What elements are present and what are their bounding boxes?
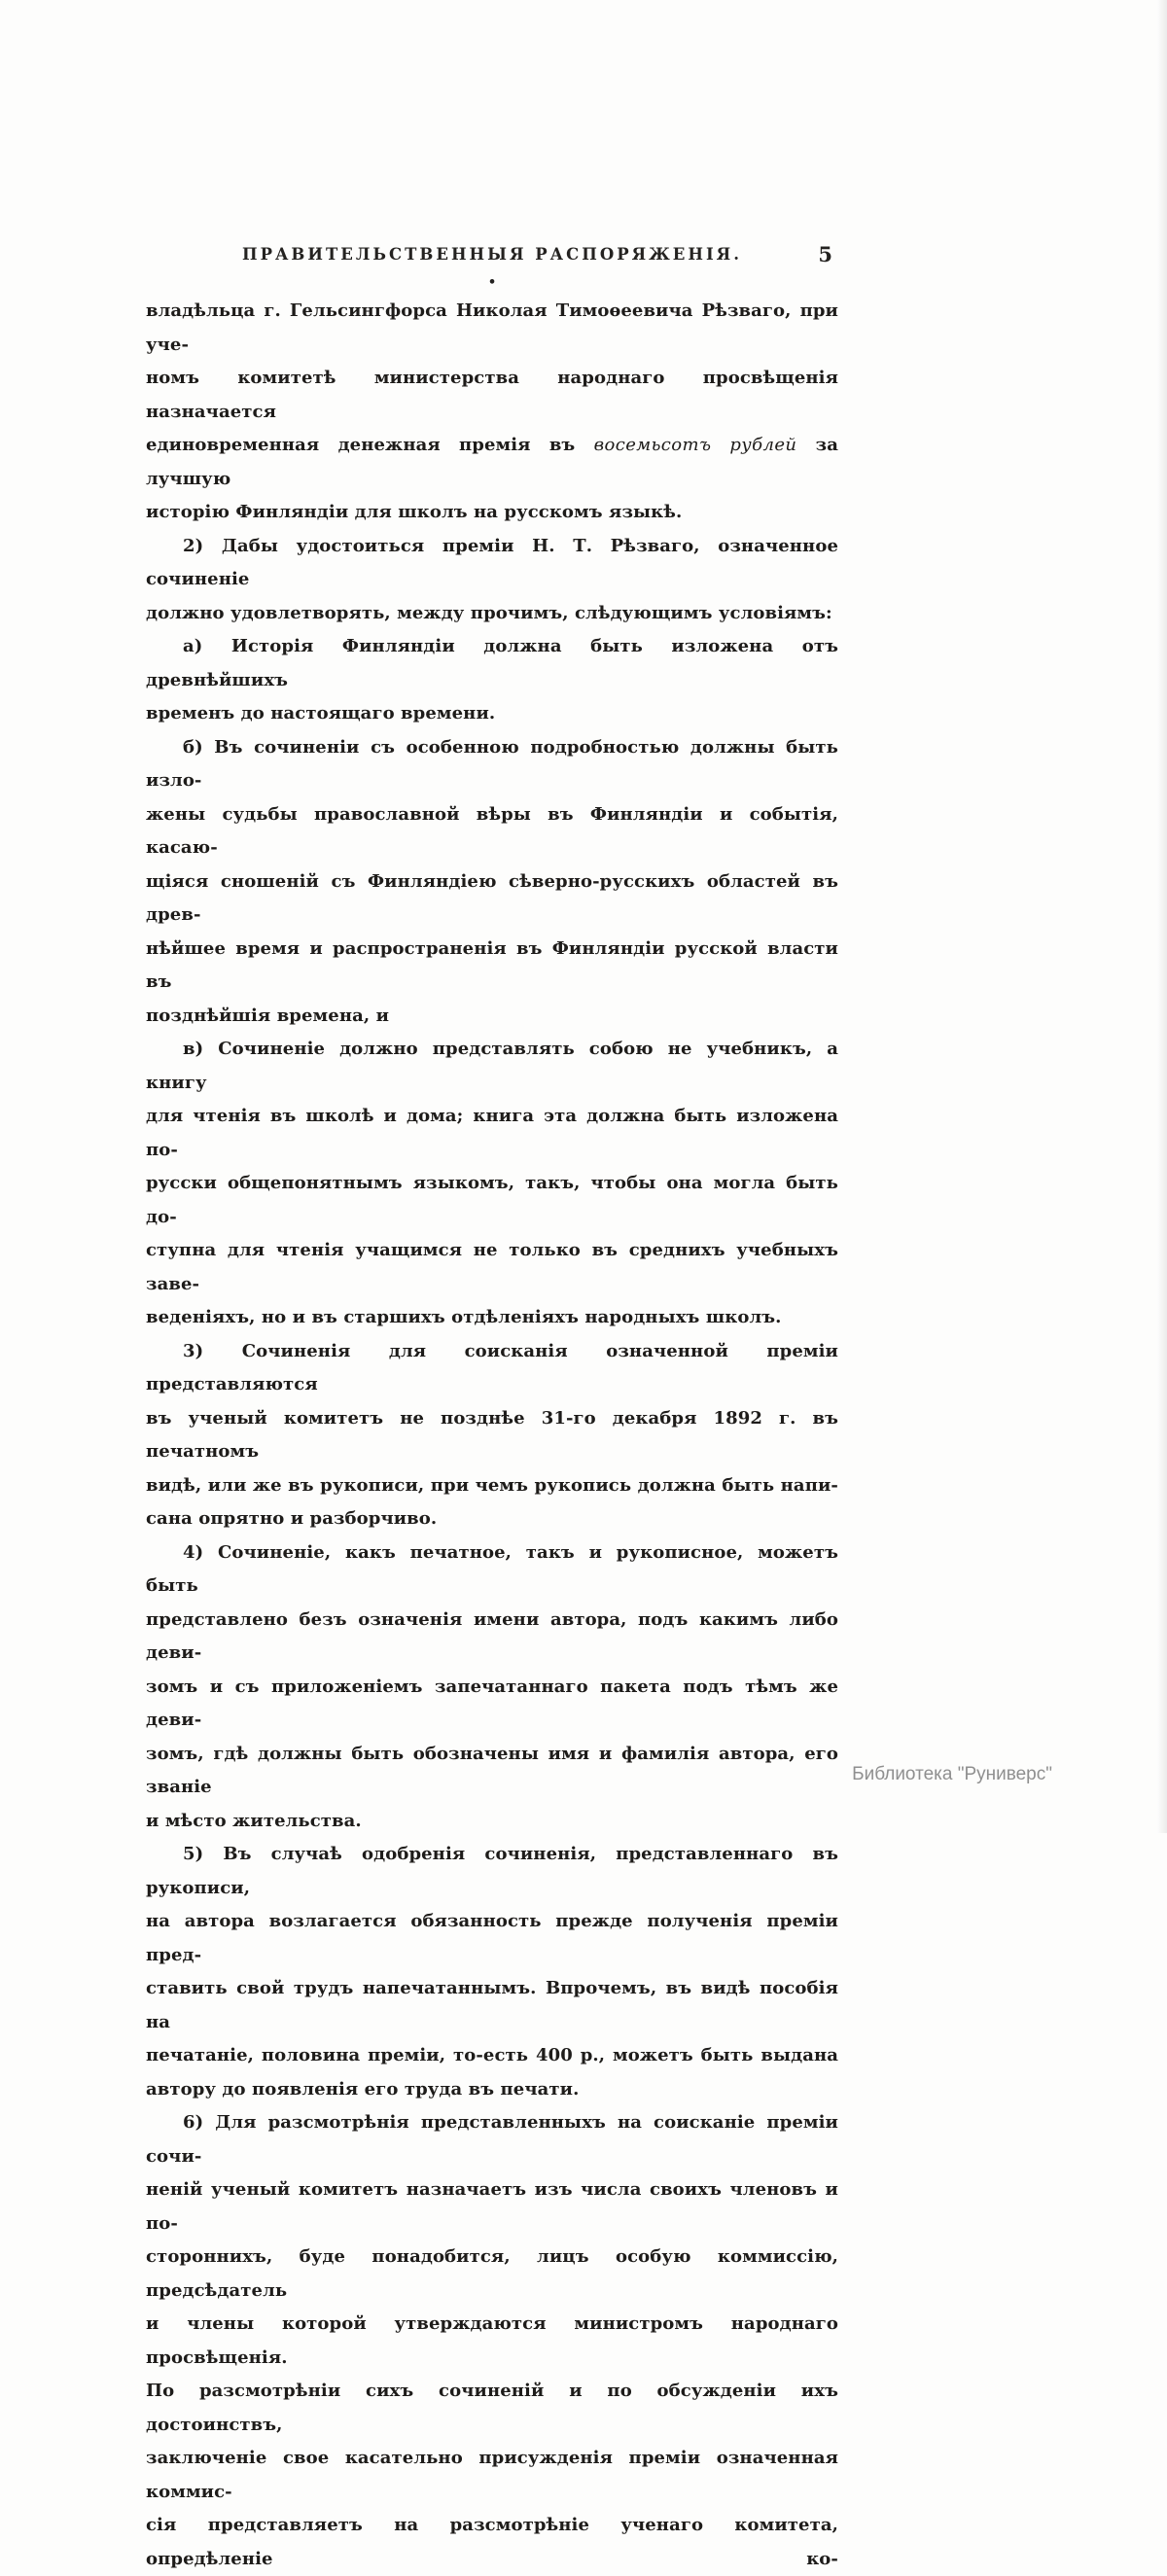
paragraph xyxy=(146,1033,838,1335)
text-line: временъ до настоящаго времени. xyxy=(146,703,496,723)
text-line: а) Исторія Финляндіи должна быть изложена отъ древнѣйшихъ xyxy=(146,636,838,690)
text-line: автору до появленія его труда въ печати. xyxy=(146,2078,580,2100)
divider-dot: • xyxy=(487,275,497,290)
text-line: сана опрятно и разборчиво. xyxy=(146,1508,438,1529)
text-line: и члены которой утверждаются министромъ народнаго просвѣщенія. xyxy=(146,2313,838,2368)
library-watermark: Библиотека "Руниверс" xyxy=(852,1764,1052,1784)
text-line: неній ученый комитетъ назначаетъ изъ числа своихъ членовъ и по- xyxy=(146,2179,838,2234)
text-line: щіяся сношеній съ Финляндіею сѣверно-русскихъ областей въ древ- xyxy=(146,870,838,925)
text-line: для чтенія въ школѣ и дома; книга эта должна быть изложена по- xyxy=(146,1106,838,1160)
text-line: въ ученый комитетъ не позднѣе 31-го декабря 1892 г. въ печатномъ xyxy=(146,1407,838,1462)
text-line: нѣйшее время и распространенія въ Финляндіи русской власти въ xyxy=(146,937,838,992)
text-line: веденіяхъ, но и въ старшихъ отдѣленіяхъ народныхъ школъ. xyxy=(146,1307,782,1327)
text-line: владѣльца г. Гельсингфорса Николая Тимоѳеевича Рѣзваго, при уче- xyxy=(146,300,838,355)
text-line: и мѣсто жительства. xyxy=(146,1810,362,1831)
text-line: 6) Для разсмотрѣнія представленныхъ на соисканіе преміи сочи- xyxy=(146,2112,838,2167)
text-line: номъ комитетѣ министерства народнаго просвѣщенія назначается xyxy=(146,368,838,422)
page-title: ПРАВИТЕЛЬСТВЕННЫЯ РАСПОРЯЖЕНІЯ. xyxy=(242,245,742,264)
text-line: ступна для чтенія учащимся не только въ среднихъ учебныхъ заве- xyxy=(146,1240,838,1294)
text-line: жены судьбы православной вѣры въ Финляндіи и событія, касаю- xyxy=(146,803,838,858)
page-number: 5 xyxy=(818,242,832,266)
text-line: единовременная денежная премія въ восемьсотъ рублей за лучшую xyxy=(146,435,839,489)
paragraph xyxy=(146,1838,838,2106)
paragraph xyxy=(146,295,838,530)
paragraph xyxy=(146,530,838,631)
text-line: сія представляетъ на разсмотрѣніе ученаго комитета, опредѣленіе ко- xyxy=(146,2515,838,2569)
text-line: зомъ и съ приложеніемъ запечатаннаго пакета подъ тѣмъ же деви- xyxy=(146,1676,838,1730)
text-line: позднѣйшія времена, и xyxy=(146,1005,390,1026)
running-head xyxy=(146,242,838,266)
paragraph xyxy=(146,1335,838,1536)
text-line: 4) Сочиненіе, какъ печатное, такъ и рукописное, можетъ быть xyxy=(146,1541,838,1596)
scan-edge-shadow xyxy=(1157,0,1167,1833)
text-line: в) Сочиненіе должно представлять собою не учебникъ, а книгу xyxy=(146,1039,838,1093)
text-line: По разсмотрѣніи сихъ сочиненій и по обсужденіи ихъ достоинствъ, xyxy=(146,2381,838,2435)
italic-emphasis: восемьсотъ рублей xyxy=(593,435,797,455)
text-line: заключеніе свое касательно присужденія преміи означенная коммис- xyxy=(146,2448,838,2502)
paragraph xyxy=(146,630,838,731)
paragraph xyxy=(146,731,838,1034)
text-line: исторію Финляндіи для школъ на русскомъ языкѣ. xyxy=(146,502,683,522)
text-line: на автора возлагается обязанность прежде полученія преміи пред- xyxy=(146,1911,838,1965)
text-line: зомъ, гдѣ должны быть обозначены имя и фамилія автора, его званіе xyxy=(146,1743,838,1797)
text-line: стороннихъ, буде понадобится, лицъ особую коммиссію, предсѣдатель xyxy=(146,2246,838,2301)
text-line: русски общепонятнымъ языкомъ, такъ, чтобы она могла быть до- xyxy=(146,1173,838,1227)
text-line: ставить свой трудъ напечатаннымъ. Впрочемъ, въ видѣ пособія на xyxy=(146,1978,838,2032)
text-line: печатаніе, половина преміи, то-есть 400 р., можетъ быть выдана xyxy=(146,2045,838,2065)
text-line: видѣ, или же въ рукописи, при чемъ рукопись должна быть напи- xyxy=(146,1474,838,1496)
document-body xyxy=(146,295,838,2576)
text-line: 3) Сочиненія для соисканія означенной преміи представляются xyxy=(146,1340,838,1394)
text-line: представлено безъ означенія имени автора, подъ какимъ либо деви- xyxy=(146,1608,838,1663)
text-line: 2) Дабы удостоиться преміи Н. Т. Рѣзваго, означенное сочиненіе xyxy=(146,535,838,589)
paragraph xyxy=(146,2106,838,2576)
text-line: б) Въ сочиненіи съ особенною подробностью должны быть изло- xyxy=(146,736,838,791)
paragraph xyxy=(146,1536,838,1839)
text-line: должно удовлетворять, между прочимъ, слѣдующимъ условіямъ: xyxy=(146,602,832,623)
text-line: 5) Въ случаѣ одобренія сочиненія, представленнаго въ рукописи, xyxy=(146,1844,838,1898)
